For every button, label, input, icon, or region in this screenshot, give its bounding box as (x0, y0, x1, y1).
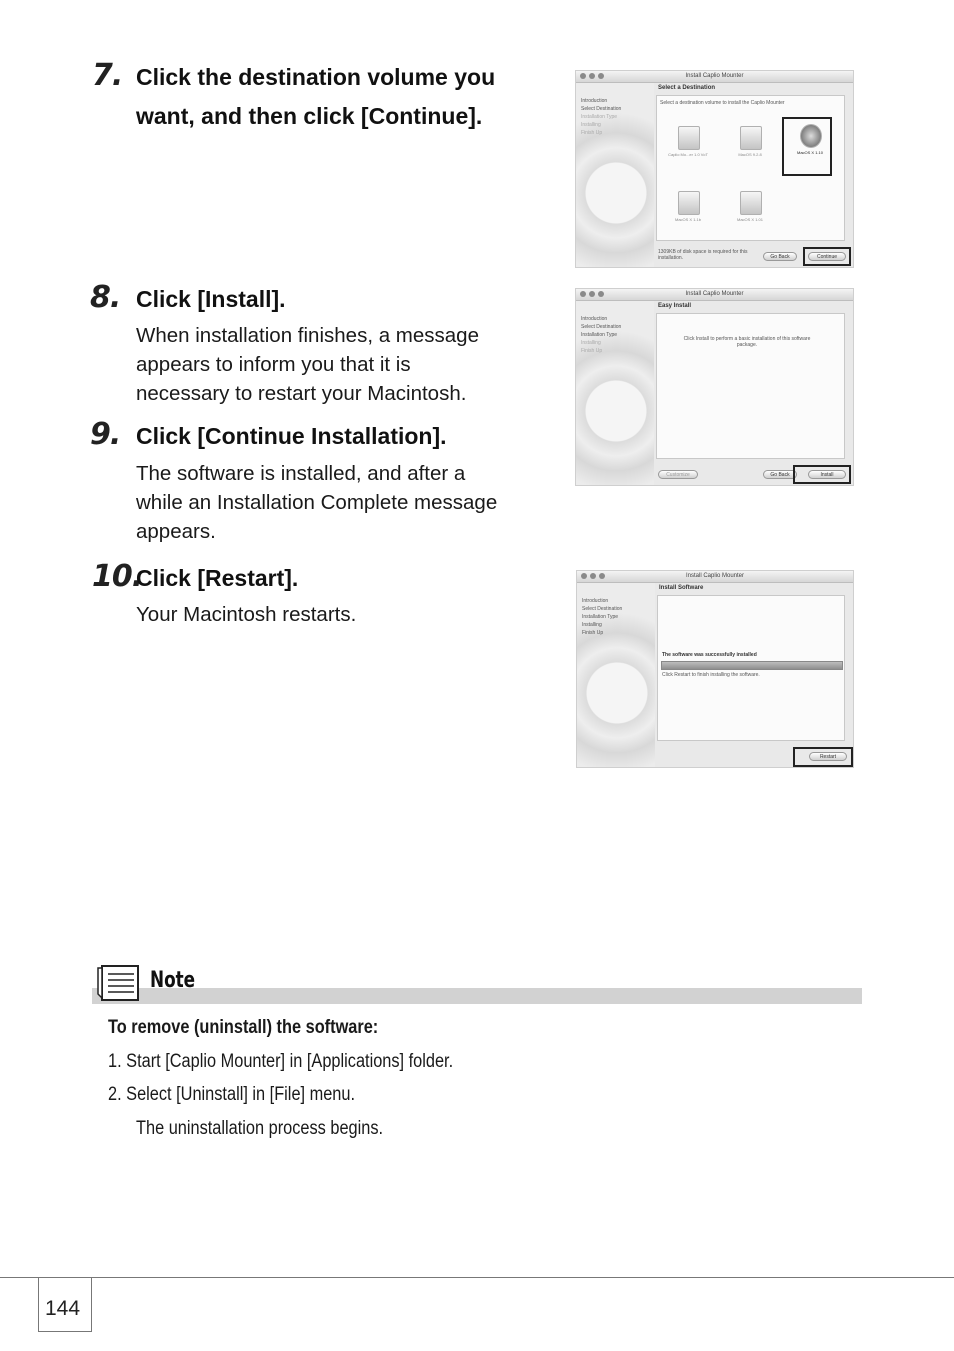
note-list-item: 2. Select [Uninstall] in [File] menu. (108, 1084, 356, 1105)
note-followup: The uninstallation process begins. (136, 1118, 384, 1139)
install-message: Click Install to perform a basic installation of this software package. (683, 336, 811, 348)
note-list-item: 1. Start [Caplio Mounter] in [Applications] folder. (108, 1051, 454, 1072)
sidebar-step: Installation Type (581, 332, 618, 338)
button-highlight (793, 747, 853, 767)
step-number: 9. (90, 417, 121, 452)
disk-icon (678, 191, 700, 215)
screen-heading: Easy Install (658, 303, 692, 309)
step-body-line: The software is installed, and after a (136, 462, 466, 485)
disk-icon (740, 191, 762, 215)
sidebar-step: Select Destination (581, 106, 622, 112)
volume-item[interactable] (675, 191, 701, 221)
step-body (136, 321, 479, 408)
note-subheading: To remove (uninstall) the software: (108, 1017, 379, 1038)
volume-label: MacOS X 1.10 (796, 150, 823, 155)
disk-space-note: 1309KB of disk space is required for this installation. (658, 249, 748, 261)
step-body-line: appears to inform you that it is (136, 353, 411, 376)
window-titlebar (577, 571, 853, 583)
step-number: 10. (92, 559, 143, 594)
destination-prompt: Select a destination volume to install the Caplio Mounter (660, 100, 785, 106)
step-body-line: while an Installation Complete message (136, 491, 498, 514)
volume-label: MacOS X 1.1b (674, 217, 701, 222)
installer-sidebar (577, 583, 655, 767)
disk-icon (740, 126, 762, 150)
step-title-line: Click the destination volume you (136, 64, 496, 90)
sidebar-step: Select Destination (582, 606, 623, 612)
screen-heading: Select a Destination (658, 85, 716, 91)
step-body-line: When installation finishes, a message (136, 324, 479, 347)
continue-button[interactable]: Continue (808, 252, 846, 261)
notepad-icon (94, 964, 142, 1004)
installer-sidebar (576, 83, 654, 267)
step-body (136, 459, 497, 546)
sidebar-step: Finish Up (581, 130, 603, 136)
button-highlight (803, 247, 851, 266)
page-number: 144 (45, 1297, 81, 1320)
go-back-button[interactable]: Go Back (763, 470, 797, 479)
install-panel (656, 313, 845, 459)
volume-label: Caplio Mo...er 1.0 VoT (668, 152, 708, 157)
step-body: Your Macintosh restarts. (136, 603, 357, 626)
step-title: Click [Restart]. (136, 565, 299, 591)
sidebar-step: Introduction (581, 98, 608, 104)
window-titlebar (576, 289, 853, 301)
note-bar (92, 988, 862, 1004)
window-title: Install Caplio Mounter (685, 291, 744, 297)
selection-highlight (782, 117, 832, 176)
footer-rule (0, 1277, 954, 1278)
step-title: Click [Continue Installation]. (136, 423, 447, 449)
note-title: Note (150, 968, 196, 993)
install-button[interactable]: Install (808, 470, 846, 479)
window-title: Install Caplio Mounter (685, 573, 745, 579)
restart-hint: Click Restart to finish installing the software. (662, 672, 760, 678)
sidebar-step: Installing (582, 622, 602, 628)
volume-item[interactable] (668, 126, 708, 157)
screen-heading: Install Software (659, 585, 704, 591)
sidebar-step: Finish Up (582, 630, 604, 636)
volume-label: MacOS 9.2.8 (738, 152, 762, 157)
sidebar-step: Installing (581, 340, 601, 346)
disk-icon (678, 126, 700, 150)
step-title (136, 58, 495, 136)
step-number: 7. (92, 58, 123, 93)
sidebar-step: Introduction (582, 598, 609, 604)
window-titlebar (576, 71, 853, 83)
progress-bar (661, 661, 843, 670)
step-title-line: want, and then click [Continue]. (136, 103, 483, 129)
customize-button[interactable]: Customize (658, 470, 698, 479)
sidebar-step: Installing (581, 122, 601, 128)
installer-sidebar (576, 301, 654, 485)
step-body-line: necessary to restart your Macintosh. (136, 382, 467, 405)
restart-button[interactable]: Restart (809, 752, 847, 761)
screenshot-easy-install (575, 288, 854, 486)
volume-item[interactable] (737, 126, 763, 156)
go-back-button[interactable]: Go Back (763, 252, 797, 261)
sidebar-step: Select Destination (581, 324, 622, 330)
screenshot-select-destination (575, 70, 854, 268)
success-message: The software was successfully installed (662, 652, 757, 658)
step-number: 8. (90, 280, 121, 315)
screenshot-install-complete (576, 570, 854, 768)
sidebar-step: Introduction (581, 316, 608, 322)
sidebar-step: Installation Type (581, 114, 618, 120)
step-title: Click [Install]. (136, 286, 286, 312)
window-title: Install Caplio Mounter (685, 73, 744, 79)
sidebar-step: Finish Up (581, 348, 603, 354)
step-body-line: appears. (136, 520, 216, 543)
volume-label: MacOS X 1.01 (736, 217, 763, 222)
sidebar-step: Installation Type (582, 614, 619, 620)
button-highlight (793, 465, 851, 484)
volume-item[interactable] (737, 191, 763, 221)
